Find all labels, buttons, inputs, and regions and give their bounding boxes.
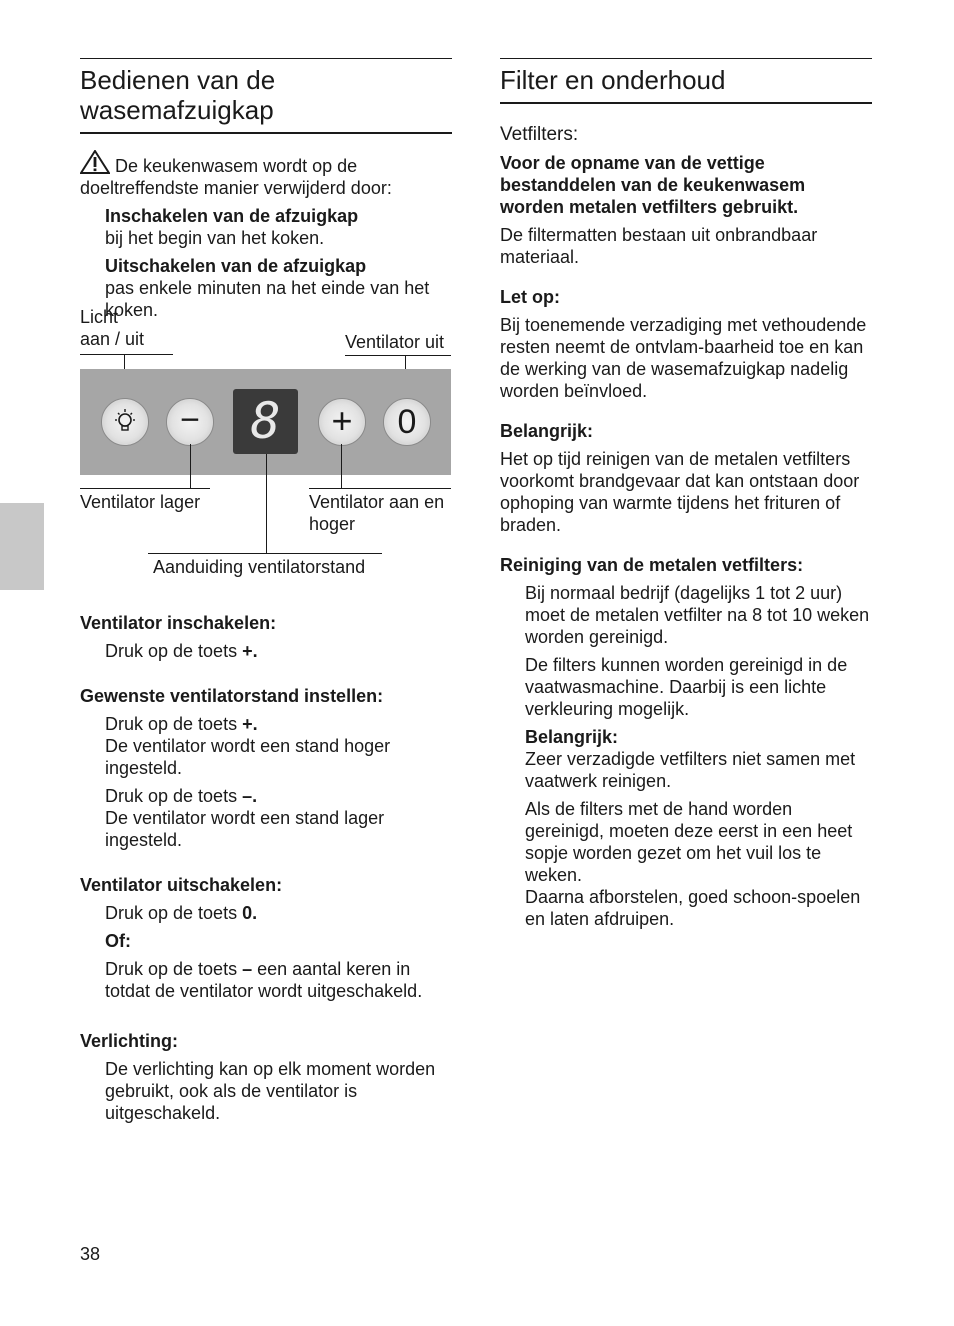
label-fan-higher-line1: Ventilator aan en bbox=[309, 492, 445, 512]
page-number: 38 bbox=[80, 1244, 101, 1264]
leader-off-h bbox=[345, 355, 451, 356]
label-light-line2: aan / uit bbox=[80, 329, 145, 349]
leader-higher-v bbox=[341, 444, 342, 489]
grease-filter-bold: Voor de opname van de vettige bestanddelen van de keukenwasem worden metalen vetfilters gebruikt. bbox=[500, 153, 806, 217]
minus-button[interactable] bbox=[166, 398, 214, 446]
fan-off-title: Ventilator uitschakelen: bbox=[80, 875, 283, 895]
label-fan-off: Ventilator uit bbox=[345, 332, 445, 352]
label-fan-higher-line2: hoger bbox=[309, 514, 356, 534]
section-title-operation: Bedienen van de wasemafzuigkap bbox=[80, 58, 452, 134]
fan-level-display bbox=[233, 389, 298, 454]
section-title-filter: Filter en onderhoud bbox=[500, 58, 872, 104]
cleaning-p3: Als de filters met de hand worden gereinigd, moeten deze eerst in een heet sopje worden gezet om het vuil los te weken. bbox=[525, 799, 853, 885]
important-title: Belangrijk: bbox=[500, 421, 594, 441]
fan-off-text: Druk op de toets 0. bbox=[105, 903, 258, 923]
cleaning-p2: De filters kunnen worden gereinigd in de vaatwasmachine. Daarbij is een lichte verkleuring mogelijk. bbox=[525, 655, 848, 719]
label-display: Aanduiding ventilatorstand bbox=[153, 557, 366, 577]
side-tab-marker bbox=[0, 503, 44, 590]
attention-text: Bij toenemende verzadiging met vethoudende resten neemt de ontvlam-baarheid toe en kan de werking van de wasemafzuigkap nadelig worden beïnvloed. bbox=[500, 315, 867, 401]
step1-text: bij het begin van het koken. bbox=[105, 228, 325, 248]
cleaning-important-title: Belangrijk: bbox=[525, 727, 619, 747]
set-level-a: Druk op de toets +. bbox=[105, 714, 258, 734]
warning-icon bbox=[80, 150, 110, 174]
label-light-line1: Licht bbox=[80, 307, 119, 327]
leader-display-v bbox=[266, 454, 267, 553]
display-digit: 8 bbox=[250, 392, 281, 450]
cleaning-important-text: Zeer verzadigde vetfilters niet samen met vaatwerk reinigen. bbox=[525, 749, 856, 791]
grease-filter-title: Vetfilters: bbox=[500, 124, 579, 145]
set-level-b: Druk op de toets –. bbox=[105, 786, 258, 806]
leader-lower-h bbox=[80, 488, 210, 489]
step1-title: Inschakelen van de afzuigkap bbox=[105, 206, 359, 226]
label-fan-lower: Ventilator lager bbox=[80, 492, 201, 512]
plus-button[interactable] bbox=[318, 398, 366, 446]
leader-higher-h bbox=[309, 488, 451, 489]
plus-label: + bbox=[331, 400, 353, 441]
fan-on-title: Ventilator inschakelen: bbox=[80, 613, 277, 633]
light-bulb-icon bbox=[102, 399, 148, 445]
cleaning-p4: Daarna afborstelen, goed schoon-spoelen en laten afdruipen. bbox=[525, 887, 861, 929]
leader-display-h bbox=[148, 553, 382, 554]
leader-light-h bbox=[80, 354, 173, 355]
cleaning-p1: Bij normaal bedrijf (dagelijks 1 tot 2 uur) moet de metalen vetfilter na 8 tot 10 weken worden gereinigd. bbox=[525, 583, 870, 647]
fan-on-text: Druk op de toets +. bbox=[105, 641, 258, 661]
minus-label: − bbox=[180, 401, 200, 439]
left-column-instructions bbox=[80, 612, 452, 1124]
fan-off-or: Of: bbox=[105, 931, 131, 951]
zero-label: 0 bbox=[397, 403, 417, 441]
grease-filter-text: De filtermatten bestaan uit onbrandbaar materiaal. bbox=[500, 225, 818, 267]
set-level-title: Gewenste ventilatorstand instellen: bbox=[80, 686, 384, 706]
fan-off-alt: Druk op de toets – een aantal keren in totdat de ventilator wordt uitgeschakeld. bbox=[105, 959, 423, 1001]
set-level-a-desc: De ventilator wordt een stand hoger ingesteld. bbox=[105, 736, 391, 778]
cleaning-title: Reiniging van de metalen vetfilters: bbox=[500, 555, 804, 575]
leader-lower-v bbox=[190, 444, 191, 489]
off-button[interactable] bbox=[383, 398, 431, 446]
light-button[interactable] bbox=[101, 398, 149, 446]
step2-text: pas enkele minuten na het einde van het koken. bbox=[105, 278, 430, 320]
important-text: Het op tijd reinigen van de metalen vetfilters voorkomt brandgevaar dat kan ontstaan door ophoping van warmte tijdens het frituren of braden. bbox=[500, 449, 860, 535]
left-column bbox=[80, 58, 452, 321]
lighting-text: De verlichting kan op elk moment worden gebruikt, ook als de ventilator is uitgeschakeld. bbox=[105, 1059, 436, 1123]
attention-title: Let op: bbox=[500, 287, 560, 307]
step2-title: Uitschakelen van de afzuigkap bbox=[105, 256, 367, 276]
intro-paragraph: De keukenwasem wordt op de doeltreffendste manier verwijderd door: bbox=[80, 150, 452, 199]
lighting-title: Verlichting: bbox=[80, 1031, 179, 1051]
set-level-b-desc: De ventilator wordt een stand lager ingesteld. bbox=[105, 808, 385, 850]
right-column bbox=[500, 58, 872, 930]
